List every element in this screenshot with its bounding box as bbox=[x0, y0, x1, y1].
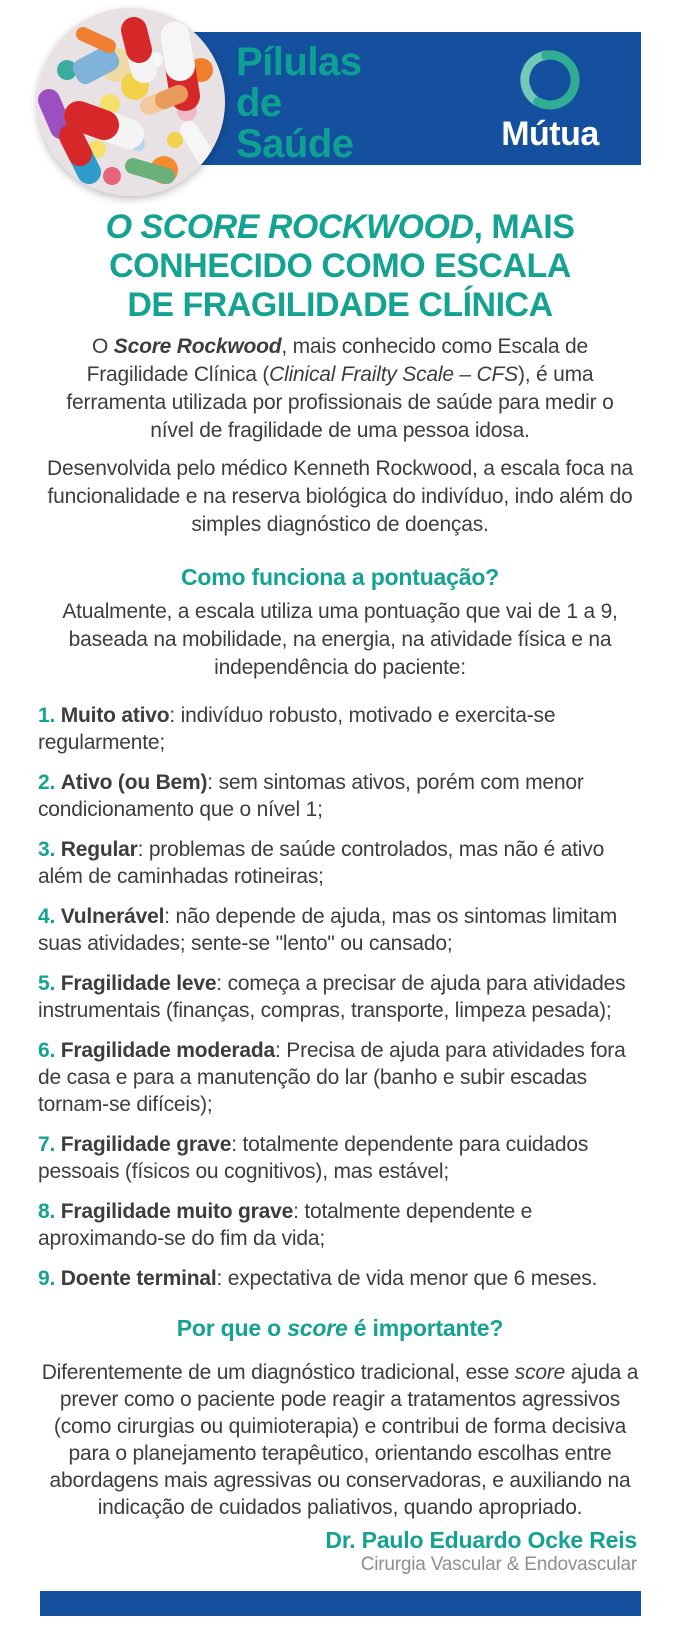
item-label: Regular bbox=[60, 838, 138, 861]
importance-heading: Por que o score é importante? bbox=[176, 1315, 504, 1341]
item-label: Fragilidade leve bbox=[60, 972, 217, 995]
item-text: : expectativa de vida menor que 6 meses. bbox=[216, 1267, 598, 1290]
item-number: 9. bbox=[38, 1267, 56, 1290]
item-number: 1. bbox=[38, 704, 56, 727]
item-label: Fragilidade grave bbox=[60, 1133, 232, 1156]
item-number: 5. bbox=[38, 972, 56, 995]
list-item bbox=[38, 769, 650, 823]
item-text: : totalmente dependente e aproximando-se do fim da vida; bbox=[38, 1200, 533, 1250]
signature-block bbox=[0, 1527, 680, 1577]
list-item bbox=[38, 903, 650, 957]
list-item bbox=[38, 1131, 650, 1185]
scoring-heading: Como funciona a pontuação? bbox=[180, 564, 500, 590]
doctor-name: Dr. Paulo Eduardo Ocke Reis bbox=[325, 1527, 637, 1553]
item-text: : totalmente dependente para cuidados pessoais (físicos ou cognitivos), mas estável; bbox=[38, 1133, 589, 1183]
item-label: Doente terminal bbox=[60, 1267, 217, 1290]
item-number: 3. bbox=[38, 838, 56, 861]
list-item bbox=[38, 1037, 650, 1118]
list-item bbox=[38, 1198, 650, 1252]
item-text: : Precisa de ajuda para atividades fora de casa e para a manutenção do lar (banho e subir escadas tornam-se difíceis); bbox=[38, 1039, 626, 1116]
item-number: 4. bbox=[38, 905, 56, 928]
list-item bbox=[38, 1265, 650, 1292]
list-item bbox=[38, 702, 650, 756]
item-text: : não depende de ajuda, mas os sintomas limitam suas atividades; sente-se "lento" ou cansado; bbox=[38, 905, 618, 955]
mutua-swirl-icon bbox=[515, 44, 585, 114]
list-item bbox=[38, 836, 650, 890]
intro-paragraph-2: Desenvolvida pelo médico Kenneth Rockwood, a escala foca na funcionalidade e na reserva biológica do indivíduo, indo além do simples diagnóstico de doenças. bbox=[47, 457, 633, 536]
brand-line-1: Pílulas bbox=[236, 40, 362, 84]
score-list bbox=[0, 702, 680, 1292]
item-label: Muito ativo bbox=[60, 704, 170, 727]
item-number: 8. bbox=[38, 1200, 56, 1223]
item-number: 6. bbox=[38, 1039, 56, 1062]
item-label: Ativo (ou Bem) bbox=[60, 771, 208, 794]
item-text: : sem sintomas ativos, porém com menor condicionamento que o nível 1; bbox=[38, 771, 584, 821]
item-label: Vulnerável bbox=[60, 905, 165, 928]
brand-title bbox=[236, 42, 361, 165]
title-line-2: CONHECIDO COMO ESCALA bbox=[109, 247, 571, 285]
list-item bbox=[38, 970, 650, 1024]
item-label: Fragilidade muito grave bbox=[60, 1200, 294, 1223]
title-line-1: O SCORE ROCKWOOD, MAIS bbox=[105, 208, 575, 246]
scoring-intro: Atualmente, a escala utiliza uma pontuação que vai de 1 a 9, baseada na mobilidade, na energia, na atividade física e na independência do paciente: bbox=[62, 600, 618, 679]
footer-bar bbox=[40, 1591, 641, 1616]
pills-photo bbox=[37, 8, 225, 196]
item-number: 7. bbox=[38, 1133, 56, 1156]
item-text: : começa a precisar de ajuda para atividades instrumentais (finanças, compras, transporte, limpeza pesada); bbox=[38, 972, 626, 1022]
intro-paragraph-1: O Score Rockwood, mais conhecido como Escala de Fragilidade Clínica (Clinical Frailty Scale – CFS), é uma ferramenta utilizada por profissionais de saúde para medir o nível de fragilidade de uma pessoa idosa. bbox=[66, 335, 614, 442]
article bbox=[0, 198, 680, 1577]
item-text: : indivíduo robusto, motivado e exercita-se regularmente; bbox=[38, 704, 556, 754]
doctor-specialty: Cirurgia Vascular & Endovascular bbox=[360, 1554, 637, 1575]
importance-paragraph: Diferentemente de um diagnóstico tradicional, esse score ajuda a prever como o paciente pode reagir a tratamentos agressivos (como cirurgias ou quimioterapia) e contribui de forma decisiva para o planejamento terapêutico, orientando escolhas entre abordagens mais agressivas ou conservadoras, e auxiliando na indicação de cuidados paliativos, quando apropriado. bbox=[41, 1361, 639, 1519]
pills-photo-illustration bbox=[37, 8, 225, 196]
item-number: 2. bbox=[38, 771, 56, 794]
item-text: : problemas de saúde controlados, mas não é ativo além de caminhadas rotineiras; bbox=[38, 838, 605, 888]
mutua-logo bbox=[470, 44, 630, 152]
item-label: Fragilidade moderada bbox=[60, 1039, 275, 1062]
brand-line-2: de bbox=[236, 81, 282, 125]
brand-line-3: Saúde bbox=[236, 122, 354, 166]
mutua-logo-word: Mútua bbox=[501, 115, 599, 153]
page-title bbox=[0, 198, 680, 325]
title-line-3: DE FRAGILIDADE CLÍNICA bbox=[127, 286, 553, 324]
